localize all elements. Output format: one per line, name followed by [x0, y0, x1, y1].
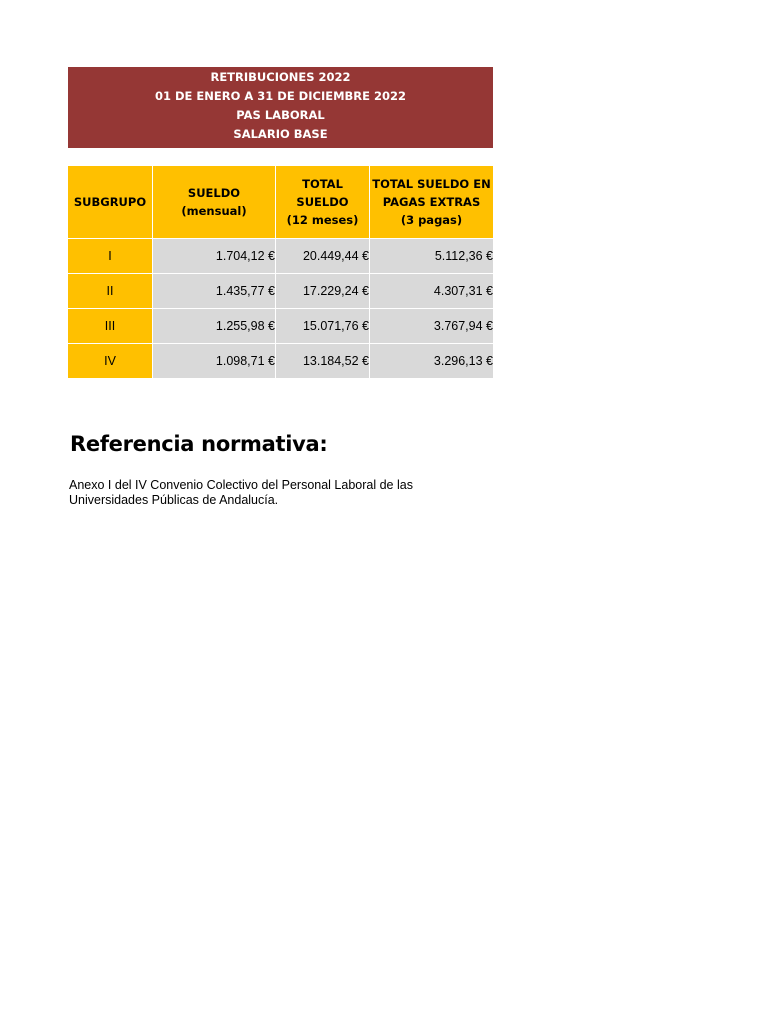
reference-line: Universidades Públicas de Andalucía.	[69, 493, 279, 507]
header-pagas-extras-line1: TOTAL SUELDO EN	[372, 177, 491, 191]
header-pagas-extras-line3: (3 pagas)	[400, 213, 463, 227]
cell-sueldo: 1.704,12 €	[153, 239, 276, 274]
header-pagas-extras-line2: PAGAS EXTRAS	[382, 195, 481, 209]
header-subgrupo-label: SUBGRUPO	[73, 195, 147, 209]
cell-subgrupo: III	[68, 309, 153, 344]
title-banner	[68, 67, 493, 148]
header-sueldo-line2: (mensual)	[181, 204, 247, 218]
reference-line: Anexo I del IV Convenio Colectivo del Personal Laboral de las	[69, 478, 413, 492]
header-total-sueldo	[276, 166, 370, 239]
table-row	[68, 309, 494, 344]
cell-subgrupo: IV	[68, 344, 153, 379]
header-pagas-extras	[370, 166, 494, 239]
cell-total-sueldo: 13.184,52 €	[276, 344, 370, 379]
cell-total-sueldo: 17.229,24 €	[276, 274, 370, 309]
table-row	[68, 239, 494, 274]
cell-subgrupo: I	[68, 239, 153, 274]
table-row	[68, 344, 494, 379]
cell-total-sueldo: 20.449,44 €	[276, 239, 370, 274]
cell-sueldo: 1.255,98 €	[153, 309, 276, 344]
salary-table	[67, 165, 494, 379]
cell-pagas-extras: 5.112,36 €	[370, 239, 494, 274]
reference-text	[69, 478, 449, 508]
cell-total-sueldo: 15.071,76 €	[276, 309, 370, 344]
cell-sueldo: 1.098,71 €	[153, 344, 276, 379]
cell-pagas-extras: 3.767,94 €	[370, 309, 494, 344]
banner-concept: SALARIO BASE	[233, 127, 328, 141]
table-header-row	[68, 166, 494, 239]
header-total-sueldo-line1: TOTAL SUELDO	[296, 177, 349, 209]
table-row	[68, 274, 494, 309]
banner-title: RETRIBUCIONES 2022	[210, 70, 351, 84]
header-sueldo-line1: SUELDO	[187, 186, 241, 200]
cell-pagas-extras: 3.296,13 €	[370, 344, 494, 379]
header-subgrupo	[68, 166, 153, 239]
header-total-sueldo-line2: (12 meses)	[286, 213, 359, 227]
banner-staff-group: PAS LABORAL	[236, 108, 325, 122]
banner-period: 01 DE ENERO A 31 DE DICIEMBRE 2022	[154, 89, 407, 103]
cell-sueldo: 1.435,77 €	[153, 274, 276, 309]
cell-subgrupo: II	[68, 274, 153, 309]
reference-title: Referencia normativa:	[70, 432, 328, 456]
cell-pagas-extras: 4.307,31 €	[370, 274, 494, 309]
header-sueldo	[153, 166, 276, 239]
